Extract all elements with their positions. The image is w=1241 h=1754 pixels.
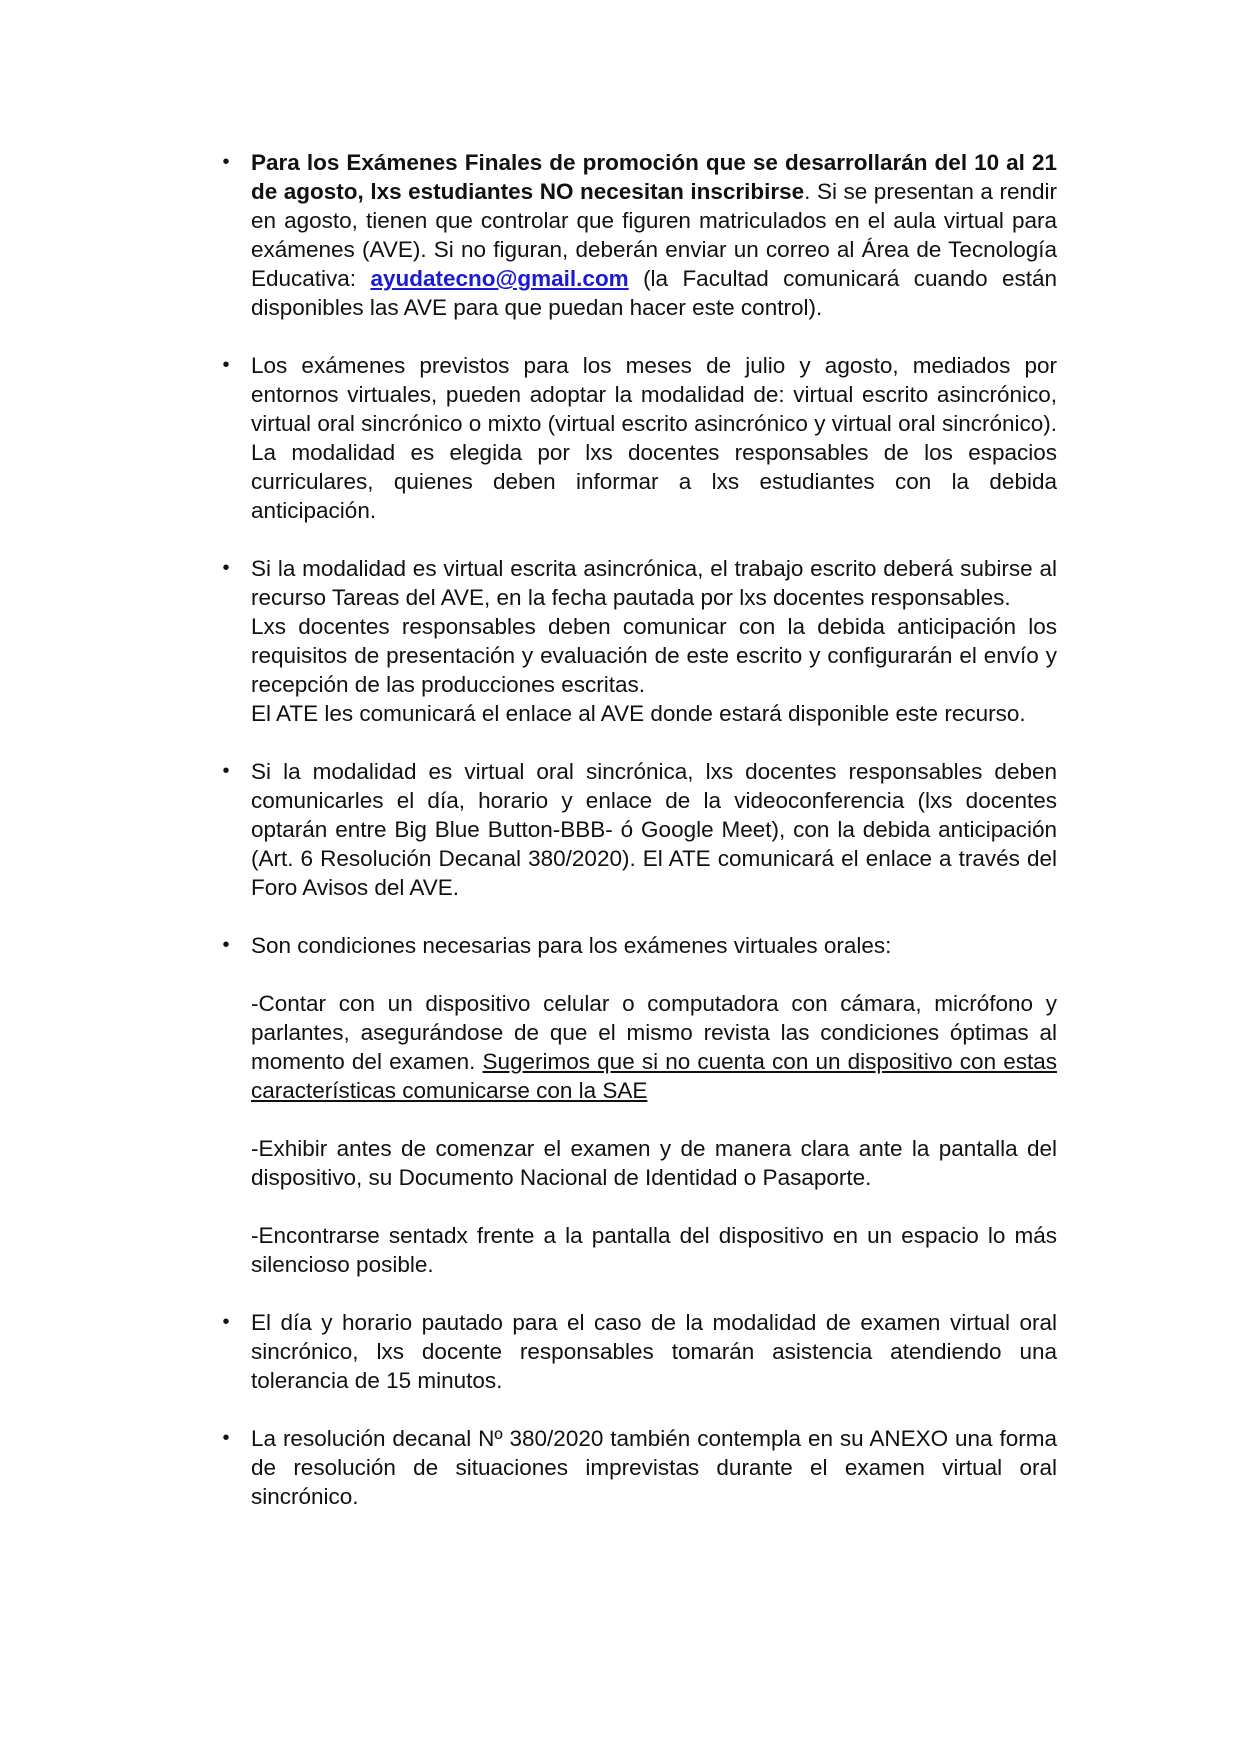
item-paragraph: Si la modalidad es virtual escrita asincrónica, el trabajo escrito deberá subirse al recurso Tareas del AVE, en la fecha pautada por lxs docentes responsables. (251, 556, 1057, 610)
item-paragraph: La resolución decanal Nº 380/2020 también contempla en su ANEXO una forma de resolución de situaciones imprevistas durante el examen virtual oral sincrónico. (251, 1426, 1057, 1509)
item-paragraph: Los exámenes previstos para los meses de julio y agosto, mediados por entornos virtuales, pueden adoptar la modalidad de: virtual escrito asincrónico, virtual oral sincrónico o mixto (virtual escrito asincrónico y virtual oral sincrónico). La modalidad es elegida por lxs docentes responsables de los espacios curriculares, quienes deben informar a lxs estudiantes con la debida anticipación. (251, 353, 1057, 523)
item-paragraph: El día y horario pautado para el caso de la modalidad de examen virtual oral sincrónico, lxs docente responsables tomarán asistencia atendiendo una tolerancia de 15 minutos. (251, 1310, 1057, 1393)
bullet-icon: • (222, 934, 230, 956)
bold-lead-text: Para los Exámenes Finales de promoción que se desarrollarán del 10 al 21 de agosto, lxs estudiantes NO necesitan inscribirse (251, 150, 1057, 204)
bullet-list (222, 148, 1058, 1540)
body-text: (la Facultad comunicará cuando están disponibles las AVE para que puedan hacer este control). (251, 266, 1057, 320)
body-text: -Contar con un dispositivo celular o computadora con cámara, micrófono y parlantes, asegurándose de que el mismo revista las condiciones óptimas al momento del examen. (251, 991, 1057, 1074)
bullet-icon: • (222, 760, 230, 782)
item-paragraph: Si la modalidad es virtual oral sincrónica, lxs docentes responsables deben comunicarles el día, horario y enlace de la videoconferencia (lxs docentes optarán entre Big Blue Button-BBB- ó Google Meet), con la debida anticipación (Art. 6 Resolución Decanal 380/2020). El ATE comunicará el enlace a través del Foro Avisos del AVE. (251, 759, 1057, 900)
list-item-oral-exam (222, 757, 1057, 902)
bullet-icon: • (222, 354, 230, 376)
condition-device (251, 989, 1057, 1105)
item-paragraph (251, 148, 1057, 322)
underlined-text: Sugerimos que si no cuenta con un dispositivo con estas características comunicarse con la SAE (251, 1049, 1057, 1103)
email-link[interactable]: ayudatecno@gmail.com (370, 266, 629, 291)
list-item-written-exam (222, 554, 1057, 728)
bullet-icon: • (222, 151, 230, 173)
condition-id: -Exhibir antes de comenzar el examen y de manera clara ante la pantalla del dispositivo, su Documento Nacional de Identidad o Pasaporte. (251, 1136, 1057, 1190)
list-item-enrollment (222, 148, 1058, 322)
bullet-icon: • (222, 557, 230, 579)
list-item-modalities (222, 351, 1057, 525)
bullet-icon: • (222, 1311, 230, 1333)
list-item-resolution (222, 1424, 1057, 1511)
item-paragraph: El ATE les comunicará el enlace al AVE donde estará disponible este recurso. (251, 701, 1026, 726)
list-item-conditions (222, 931, 1057, 1279)
item-paragraph: Lxs docentes responsables deben comunicar con la debida anticipación los requisitos de presentación y evaluación de este escrito y configurarán el envío y recepción de las producciones escritas. (251, 614, 1057, 697)
conditions-intro: Son condiciones necesarias para los exámenes virtuales orales: (251, 933, 892, 958)
condition-silence: -Encontrarse sentadx frente a la pantalla del dispositivo en un espacio lo más silencioso posible. (251, 1223, 1057, 1277)
bullet-icon: • (222, 1427, 230, 1449)
body-text: . Si se presentan a rendir en agosto, tienen que controlar que figuren matriculados en el aula virtual para exámenes (AVE). Si no figuran, deberán enviar un correo al Área de Tecnología Educativa: (251, 179, 1058, 291)
list-item-attendance (222, 1308, 1057, 1395)
